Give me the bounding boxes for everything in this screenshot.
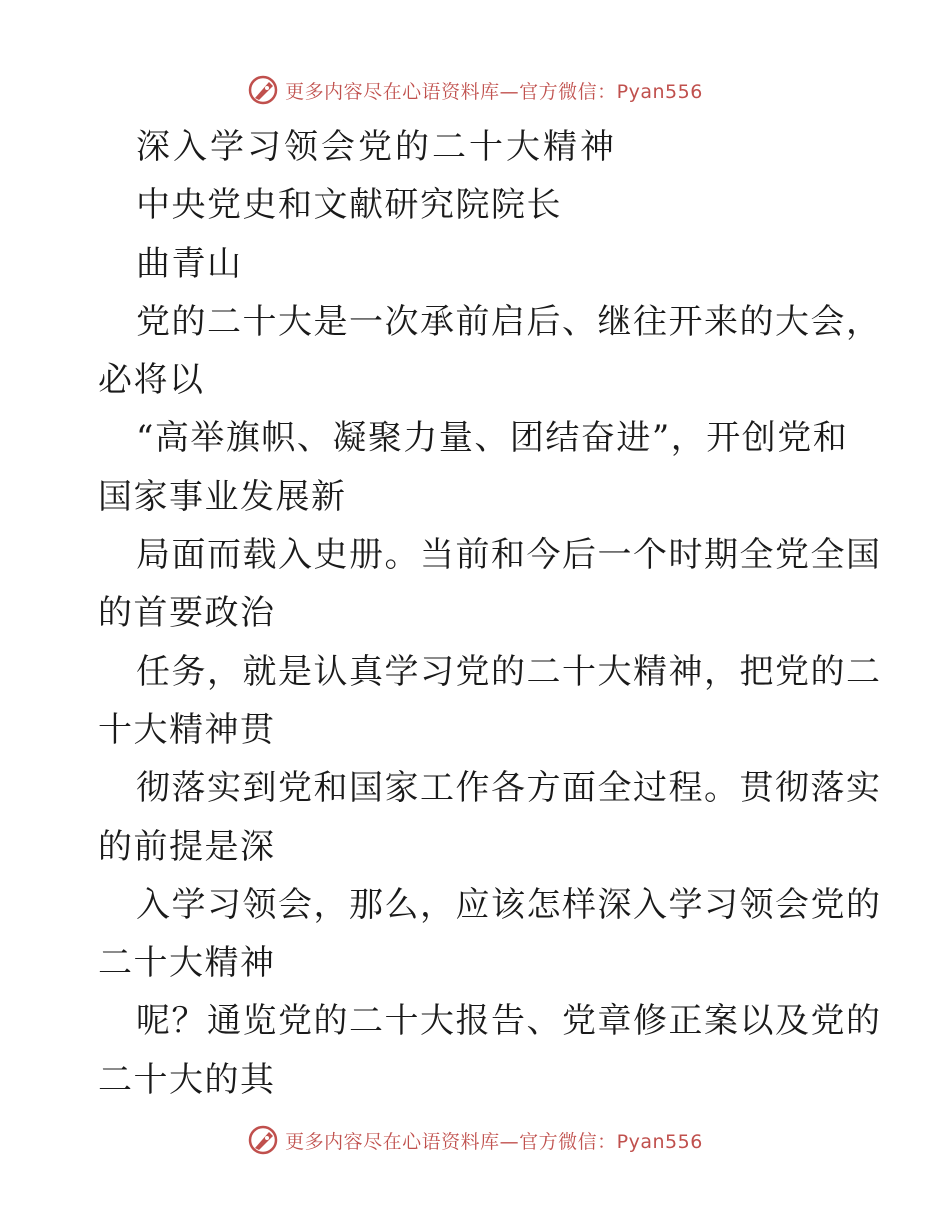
author-title: 中央党史和文献研究院院长 [136,185,562,226]
footer-banner [0,1120,950,1160]
paragraph-line: 十大精神贯 [98,709,276,750]
paragraph-line: 的前提是深 [98,826,276,867]
header-banner-text: 更多内容尽在心语资料库—官方微信：Pyan556 [285,80,703,103]
paragraph-line: 局面而载入史册。当前和今后一个时期全党全国 [136,535,882,576]
author-name: 曲青山 [136,243,243,284]
header-banner [0,70,950,110]
paragraph-line: 国家事业发展新 [98,476,347,517]
paragraph-line: 党的二十大是一次承前启后、继往开来的大会， [136,301,882,342]
footer-banner-text: 更多内容尽在心语资料库—官方微信：Pyan556 [285,1130,703,1153]
paragraph-line: 二十大的其 [98,1059,276,1100]
paragraph-line: 彻落实到党和国家工作各方面全过程。贯彻落实 [136,768,882,809]
paragraph-line: “高举旗帜、凝聚力量、团结奋进”，开创党和 [136,418,849,459]
paragraph-line: 必将以 [98,360,205,401]
pen-nib-logo-icon [247,1124,279,1156]
pen-nib-logo-icon [247,74,279,106]
document-title: 深入学习领会党的二十大精神 [136,127,617,167]
paragraph-line: 任务，就是认真学习党的二十大精神，把党的二 [136,651,882,692]
paragraph-line: 二十大精神 [98,943,276,984]
paragraph-line: 入学习领会，那么，应该怎样深入学习领会党的 [136,884,882,925]
paragraph-line: 呢？通览党的二十大报告、党章修正案以及党的 [136,1001,882,1042]
paragraph-line: 的首要政治 [98,593,276,634]
document-body [98,118,882,1109]
